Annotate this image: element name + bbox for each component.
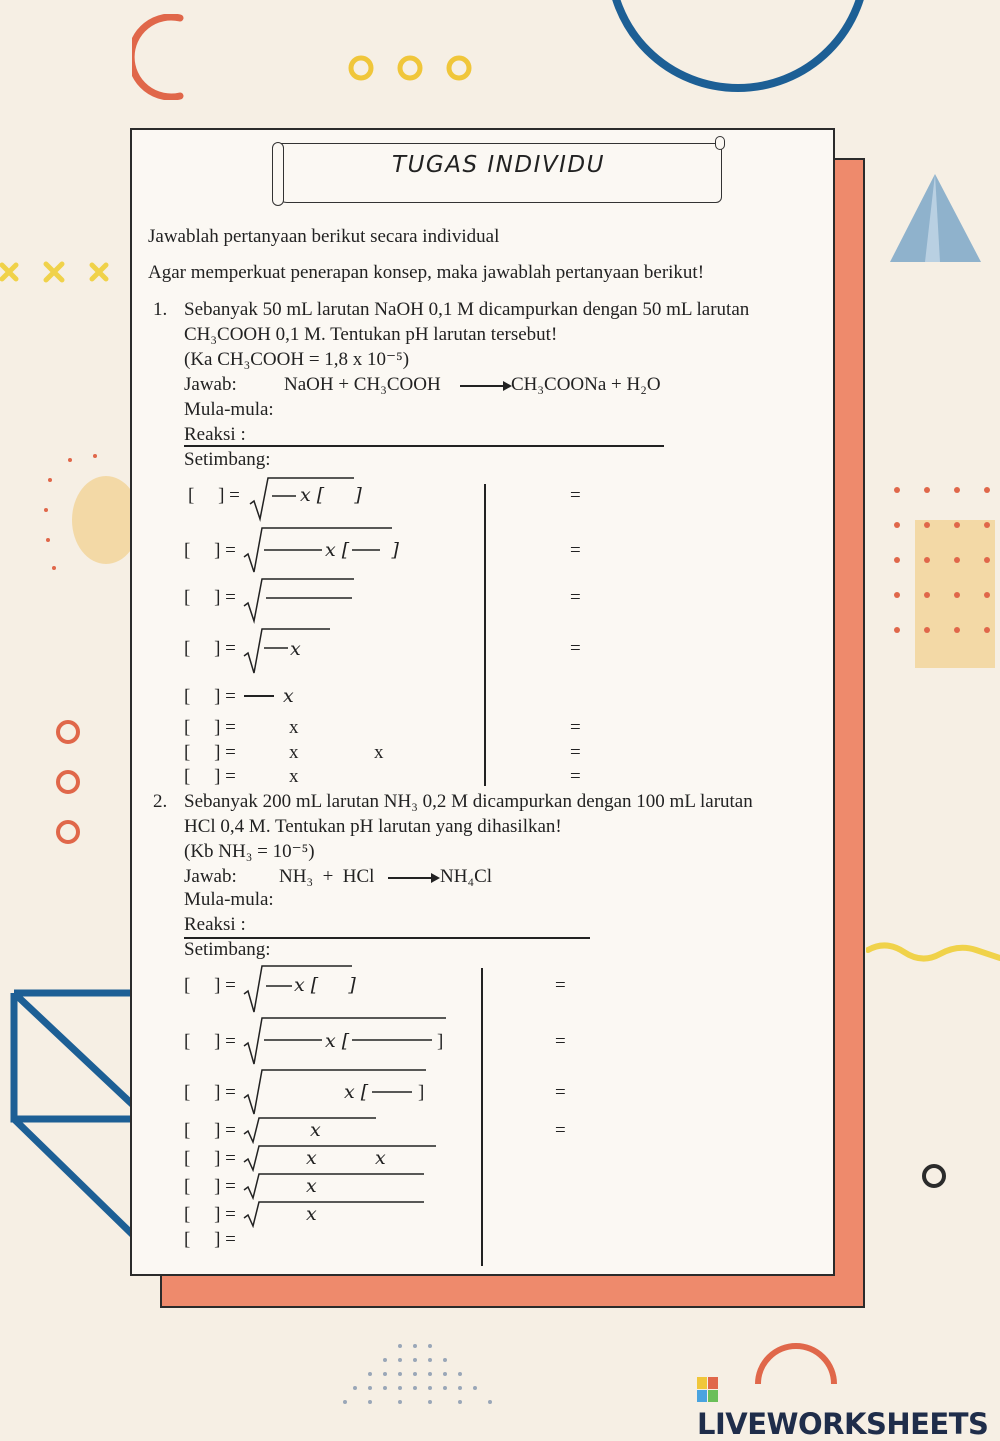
- q2-row-2-expr: x [: [325, 1030, 350, 1052]
- q1-row-4-expr: x: [290, 638, 301, 660]
- q2-row-2-left: [ ] =: [184, 1031, 236, 1052]
- q1-row-7-expr: x: [289, 742, 299, 763]
- q1-mula-label: Mula-mula:: [184, 399, 274, 420]
- q2-row-6-expr: x: [306, 1175, 317, 1197]
- q1-row-2-expr: x [ ]: [325, 539, 399, 561]
- q1-column-divider: [484, 484, 486, 786]
- decor-yellow-crosses: [0, 258, 115, 288]
- q2-row-1-expr: x [ ]: [294, 974, 356, 996]
- q1-row-3-left: [ ] =: [184, 587, 236, 608]
- scroll-right-curl: [715, 136, 725, 150]
- logo-text: LIVEWORKSHEETS: [697, 1407, 989, 1441]
- q2-number: 2.: [153, 791, 168, 812]
- page-title: TUGAS INDIVIDU: [392, 152, 605, 178]
- q1-reaksi-label: Reaksi :: [184, 424, 246, 445]
- q1-row-3-equals: =: [570, 587, 581, 608]
- q1-jawab-label: Jawab:: [184, 374, 237, 395]
- q1-reaction-arrow: [460, 385, 510, 387]
- q1-row-8-expr: x: [289, 766, 299, 787]
- q1-row-5-fraction-bar: [244, 695, 274, 697]
- q2-row-3-expr-2: ]: [418, 1082, 425, 1103]
- q1-row-2-left: [ ] =: [184, 540, 236, 561]
- q2-row-6-left: [ ] =: [184, 1176, 236, 1197]
- q2-row-2-expr-2: ]: [437, 1031, 444, 1052]
- title-scroll: [275, 143, 722, 203]
- intro-line-2: Agar memperkuat penerapan konsep, maka jawablah pertanyaan berikut!: [148, 262, 705, 283]
- q1-row-5-expr: x: [283, 685, 294, 707]
- q2-column-divider: [481, 968, 483, 1266]
- decor-blue-cone: [885, 172, 985, 264]
- q2-row-7-sqrt: [242, 1200, 426, 1228]
- q1-row-7-expr-2: x: [374, 742, 384, 763]
- q2-text-line-1: Sebanyak 200 mL larutan NH₃ 0,2 M dicampurkan dengan 100 mL larutan: [184, 791, 753, 812]
- q1-row-1-left: [ ] =: [188, 485, 240, 506]
- q1-row-1-expr: x [ ]: [300, 484, 362, 506]
- q2-row-4-left: [ ] =: [184, 1120, 236, 1141]
- q2-row-4-equals: =: [555, 1120, 566, 1141]
- q1-row-6-expr: x: [289, 717, 299, 738]
- q1-row-6-left: [ ] =: [184, 717, 236, 738]
- q1-row-7-equals: =: [570, 742, 581, 763]
- q1-products: CH₃COONa + H₂O: [511, 374, 661, 395]
- q1-row-4-equals: =: [570, 638, 581, 659]
- q1-text-line-1: Sebanyak 50 mL larutan NaOH 0,1 M dicampurkan dengan 50 mL larutan: [184, 299, 750, 320]
- q1-reaksi-underline: [184, 445, 664, 447]
- q2-row-6-sqrt: [242, 1172, 426, 1200]
- q2-row-7-expr: x: [306, 1203, 317, 1225]
- q2-row-5-expr: x: [306, 1147, 317, 1169]
- q1-reactants: NaOH + CH₃COOH: [284, 374, 441, 395]
- q2-row-5-left: [ ] =: [184, 1148, 236, 1169]
- decor-orange-arc: [132, 14, 202, 100]
- decor-blue-circle: [600, 0, 880, 110]
- q1-row-1-equals: =: [570, 485, 581, 506]
- decor-bottom-dots: [340, 1340, 510, 1413]
- q1-row-4-sqrt: [242, 626, 332, 676]
- decor-yellow-wave: [866, 936, 1000, 976]
- q1-row-8-equals: =: [570, 766, 581, 787]
- q1-row-2-equals: =: [570, 540, 581, 561]
- q2-text-line-2: HCl 0,4 M. Tentukan pH larutan yang dihasilkan!: [184, 816, 562, 837]
- q2-row-7-left: [ ] =: [184, 1204, 236, 1225]
- q2-reactants: NH₃ + HCl: [279, 866, 375, 887]
- q2-row-1-equals: =: [555, 975, 566, 996]
- liveworksheets-logo[interactable]: [697, 1373, 1000, 1441]
- q2-row-3-expr: x [: [344, 1081, 369, 1103]
- q2-row-8-left: [ ] =: [184, 1229, 236, 1250]
- q2-row-5-sqrt: [242, 1144, 438, 1172]
- decor-blue-frame: [8, 985, 148, 1245]
- decor-left-blob: [40, 450, 130, 590]
- q2-row-3-sqrt: [242, 1066, 428, 1116]
- q2-row-4-expr: x: [310, 1119, 321, 1141]
- q1-row-5-left: [ ] =: [184, 686, 236, 707]
- intro-line-1: Jawablah pertanyaan berikut secara individual: [148, 226, 500, 247]
- q2-row-3-left: [ ] =: [184, 1082, 236, 1103]
- decor-orange-rings-left: [52, 716, 86, 850]
- q1-row-8-left: [ ] =: [184, 766, 236, 787]
- q2-reaction-arrow: [388, 877, 438, 879]
- q1-number: 1.: [153, 299, 168, 320]
- q1-setimbang-label: Setimbang:: [184, 449, 271, 470]
- q2-setimbang-label: Setimbang:: [184, 939, 271, 960]
- q1-row-4-left: [ ] =: [184, 638, 236, 659]
- q1-text-line-2: CH₃COOH 0,1 M. Tentukan pH larutan tersebut!: [184, 324, 558, 345]
- decor-yellow-rings: [346, 54, 476, 84]
- q1-row-6-equals: =: [570, 717, 581, 738]
- q1-constant: (Ka CH₃COOH = 1,8 x 10⁻⁵): [184, 349, 410, 370]
- q2-row-1-left: [ ] =: [184, 975, 236, 996]
- q2-mula-label: Mula-mula:: [184, 889, 274, 910]
- q1-row-7-left: [ ] =: [184, 742, 236, 763]
- q2-products: NH₄Cl: [440, 866, 493, 887]
- q2-row-5-expr-2: x: [375, 1147, 386, 1169]
- q2-jawab-label: Jawab:: [184, 866, 237, 887]
- q2-constant: (Kb NH₃ = 10⁻⁵): [184, 841, 315, 862]
- decor-right-dots: [885, 480, 1000, 670]
- logo-badge-icon: [697, 1377, 719, 1403]
- decor-dark-ring-right: [920, 1162, 950, 1192]
- q1-row-3-sqrt: [242, 576, 356, 624]
- q2-reaksi-label: Reaksi :: [184, 914, 246, 935]
- q2-row-2-equals: =: [555, 1031, 566, 1052]
- q2-row-3-equals: =: [555, 1082, 566, 1103]
